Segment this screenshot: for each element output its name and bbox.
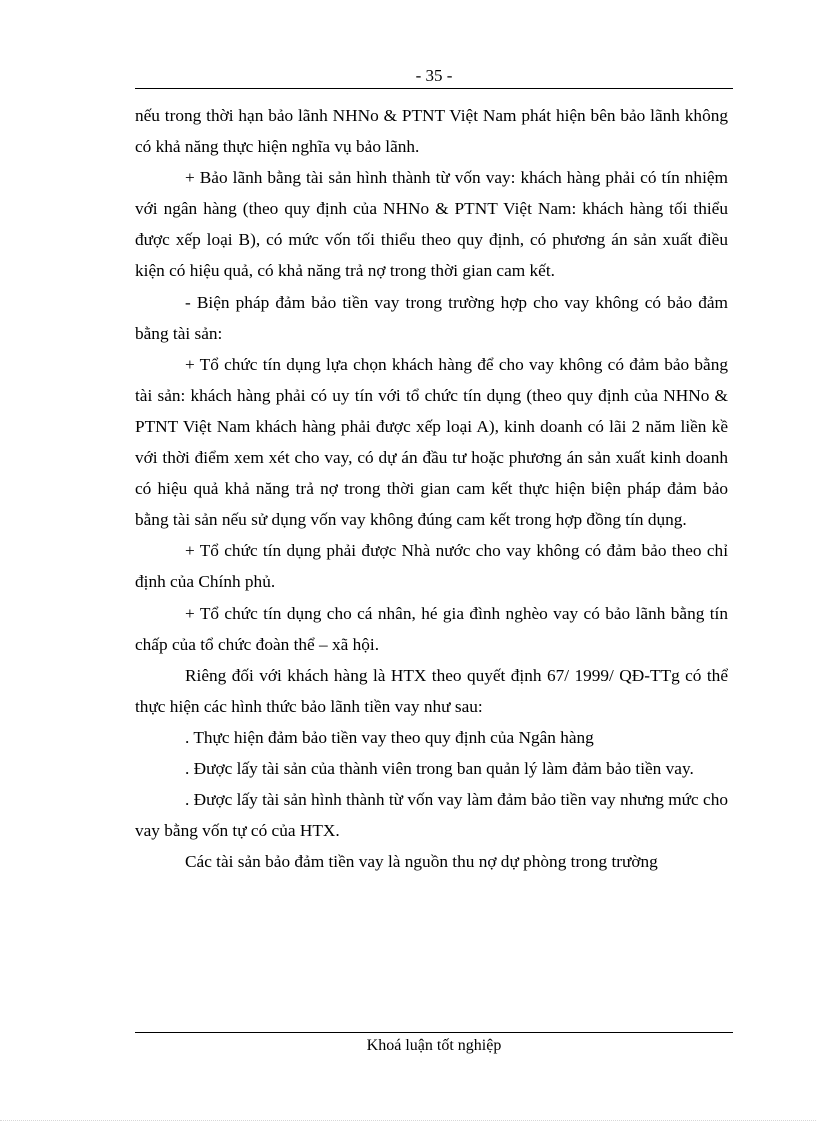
paragraph-cooperatives: Riêng đối với khách hàng là HTX theo quyết định 67/ 1999/ QĐ-TTg có thể thực hiện các hình thức bảo lãnh tiền vay như sau: [135,665,728,716]
footer-title: Khoá luận tốt nghiệp [366,1037,502,1054]
paragraph-poor-households: + Tổ chức tín dụng cho cá nhân, hé gia đình nghèo vay có bảo lãnh bằng tín chấp của tổ chức đoàn thể – xã hội. [135,603,728,654]
paragraph-collateral: Các tài sản bảo đảm tiền vay là nguồn thu nợ dự phòng trong trường [185,852,658,872]
paragraph-government-designation: + Tổ chức tín dụng phải được Nhà nước cho vay không có đảm bảo theo chỉ định của Chính phủ. [135,541,728,592]
footer-rule [135,1032,733,1033]
paragraph-selection-criteria: + Tổ chức tín dụng lựa chọn khách hàng để cho vay không có đảm bảo bằng tài sản: khách hàng phải có uy tín với tổ chức tín dụng (theo quy định của NHNo & PTNT Việt Nam khách hàng phải được xếp loại A), kinh doanh có lãi 2 năm liền kề với thời điểm xem xét cho vay, có dự án đầu tư hoặc phương án sản xuất kinh doanh có hiệu quả khả năng trả nợ trong thời gian cam kết thực hiện biện pháp đảm bảo bằng tài sản nếu sử dụng vốn vay không đúng cam kết trong hợp đồng tín dụng. [135,354,728,530]
body-text [135,100,728,877]
list-item-member-assets: . Được lấy tài sản của thành viên trong ban quản lý làm đảm bảo tiền vay. [185,758,694,778]
paragraph-continuation: nếu trong thời hạn bảo lãnh NHNo & PTNT Việt Nam phát hiện bên bảo lãnh không có khả năng thực hiện nghĩa vụ bảo lãnh. [135,106,728,157]
page-number: - 35 - [415,66,453,85]
header-rule [135,88,733,89]
list-item-loan-assets: . Được lấy tài sản hình thành từ vốn vay làm đảm bảo tiền vay nhưng mức cho vay bằng vốn tự có của HTX. [135,790,728,841]
paragraph-unsecured-measures: - Biện pháp đảm bảo tiền vay trong trường hợp cho vay không có bảo đảm bằng tài sản: [135,292,728,343]
paragraph-asset-guarantee: + Bảo lãnh bằng tài sản hình thành từ vốn vay: khách hàng phải có tín nhiệm với ngân hàng (theo quy định của NHNo & PTNT Việt Nam: khách hàng tối thiểu được xếp loại B), có mức vốn tối thiểu theo quy định, có phương án sản xuất điều kiện có hiệu quả, có khả năng trả nợ trong thời gian cam kết. [135,168,728,281]
list-item-bank-regulation: . Thực hiện đảm bảo tiền vay theo quy định của Ngân hàng [185,727,594,747]
page-edge [0,1120,816,1121]
